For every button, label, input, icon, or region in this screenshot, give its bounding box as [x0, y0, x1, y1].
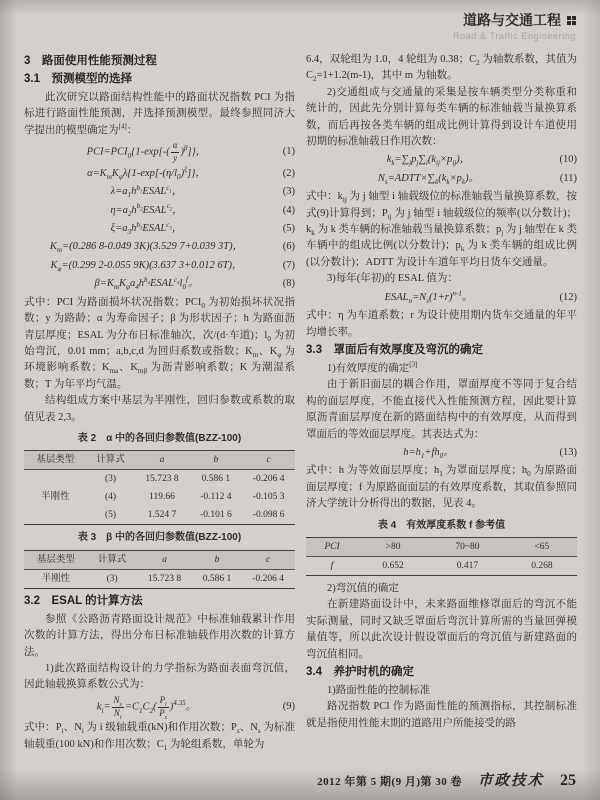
table-cell: -0.101 6	[200, 510, 232, 521]
control-standard-heading: 1)路面性能的控制标准	[327, 685, 431, 696]
page-footer	[317, 769, 576, 790]
table-2-caption: 表 2 α 中的各回归参数值(BZZ-100)	[77, 432, 242, 444]
column-header: 基层类型	[24, 451, 87, 470]
right-column	[306, 52, 577, 753]
column-header: 70~80	[428, 537, 507, 556]
equation-7	[24, 258, 295, 274]
section-title-row	[453, 10, 576, 30]
table-2	[24, 450, 295, 525]
equation-number: (3)	[282, 186, 295, 198]
equation-number: (7)	[282, 259, 295, 271]
equation-number: (11)	[559, 172, 577, 184]
issue-info: 2012 年第 5 期(9 月)第 30 卷	[317, 776, 462, 788]
table-cell: 0.652	[382, 560, 404, 571]
equation-5	[24, 221, 295, 237]
section-3-3-heading: 3.3 罩面后有效厚度及弯沉的确定	[306, 343, 483, 356]
equation-number: (12)	[559, 291, 577, 303]
equation-number: (5)	[282, 223, 295, 235]
table-row	[24, 470, 295, 489]
deflection-value-heading: 2)弯沉值的确定	[327, 582, 399, 594]
equation-number: (13)	[559, 446, 577, 458]
table-cell: 0.586 1	[202, 573, 232, 584]
column-header: a	[134, 451, 189, 470]
equation-body: $PCI=PCI_0\{1-\exp[-$( $\frac{\alpha}{y}$ )$^\beta$]}，	[86, 140, 207, 164]
table-4	[306, 537, 577, 576]
table-cell: 1.524 7	[147, 510, 177, 521]
deflection-assumption-paragraph: 在新建路面设计中，未来路面维修罩面后的弯沉不能实际测量，同时又缺乏罩面后弯沉计算所需的当量回弹模量值等，所以此次设计假设罩面后的弯沉值与新建路面的弯沉值相同。	[306, 599, 577, 660]
table-3	[24, 550, 295, 589]
table-cell: 0.268	[531, 560, 553, 571]
structure-paragraph: 结构组成方案中基层为半刚性，回归参数或系数的取值见表 2,3。	[24, 395, 295, 423]
column-header: a	[136, 550, 192, 569]
intro-paragraph: 此次研究以路面结构性能中的路面状况指数 PCI 为指标进行路面性能预测，并选择预测模型。最终参照同济大学提出的模型确定为[4]：	[24, 92, 295, 136]
column-header: 计算式	[87, 451, 135, 470]
equation-body: $K_m=(0.286$ 8-0.049 3K)(3.529 7+0.039 3T)，	[49, 241, 244, 255]
table-cell: (3)	[106, 573, 118, 584]
equation-8	[24, 276, 295, 292]
equation-body: $k_i=$ $\frac{N_s}{N_i}$ $=C_1C_2$( $\frac{P_i}{P_s}$ )$^{4.35}$。	[96, 694, 197, 721]
section-3-1-heading: 3.1 预测模型的选择	[24, 73, 132, 85]
column-header: PCI	[306, 537, 358, 556]
coupling-paragraph: 由于新旧面层的耦合作用，罩面厚度不等同于复合结构的面层厚度，不能直接代入性能预测方程，因此要计算原沥青面层厚度在新的路面结构中的有效厚度，从而得到罩面后的等效面层厚度。其表达式为：	[306, 379, 577, 440]
section-title-cn: 道路与交通工程	[463, 12, 561, 28]
equation-3	[24, 184, 295, 200]
left-column	[24, 52, 295, 753]
equation-number: (9)	[282, 700, 295, 712]
table-cell: -0.206 4	[252, 573, 284, 584]
equation-body: $ESAL_n=N_s(1+r)^{n-1}$。	[384, 289, 473, 305]
equation-4	[24, 203, 295, 219]
table-cell: -0.112 4	[200, 492, 232, 503]
where-paragraph-3: 式中：$k_{ij}$ 为 j 轴型 i 轴载级位的标准轴载当量换算系数，按式(9)计算得到；$P_{ij}$ 为 j 轴型 i 轴载级位的频率(以分数计)；$k_k$ 为 k 类车辆的标准轴载当量换算系数；$p_j$ 为 j 轴型在 k 类车辆中的组成比例(以分数计)；$p_k$ 为 k 类车辆的组成比例(以分数计)；ADTT 为设计车道年平均日货车交通量。	[306, 191, 578, 268]
column-header: c	[241, 550, 295, 569]
column-header: c	[242, 451, 295, 470]
where-paragraph-5: 式中：h 为等效面层厚度；$h_1$ 为罩面层厚度；$h_0$ 为原路面面层厚度；f 为原路面面层的有效厚度系数，其取值参照同济大学统计分析得出的数据，见表 4。	[306, 465, 578, 510]
equation-number: (2)	[282, 167, 295, 179]
table-cell: -0.206 4	[252, 474, 285, 485]
table-header-row	[24, 550, 295, 569]
equation-6	[24, 239, 295, 255]
equation-1	[24, 141, 295, 164]
equation-13	[306, 445, 577, 461]
table-cell: 0.586 1	[201, 474, 231, 485]
page-number: 25	[560, 772, 576, 789]
journal-name: 市政技术	[478, 773, 544, 789]
esal-method-paragraph: 参照《公路沥青路面设计规范》中标准轴载累计作用次数的计算方法，得出分布日标准轴载作用次数的计算方法。	[24, 613, 295, 658]
deflection-index-paragraph: 1)此次路面结构设计的力学指标为路面表面弯沉值，因此轴载换算系数公式为：	[24, 662, 295, 691]
equation-body: $N_s=ADTT\times\sum_k(k_k\times p_k)$。	[377, 172, 480, 186]
table-cell: -0.098 6	[252, 510, 285, 521]
effective-thickness-heading: 1)有效厚度的确定[3]	[327, 360, 418, 374]
yearly-esal-paragraph: 3)每年(年初)的 ESAL 值为：	[327, 273, 458, 285]
equation-10	[306, 152, 577, 168]
table-cell: 半刚性	[41, 492, 70, 503]
table-header-row	[24, 451, 295, 470]
column-header: 计算式	[88, 550, 137, 569]
table-cell: 119.66	[149, 492, 175, 503]
equation-body: $\beta=K_mK_\varphi a_4h^{b_4}ESAL^{c_4}l_0^f$。	[94, 275, 199, 292]
journal-section-header	[453, 10, 576, 41]
table-row	[306, 556, 577, 575]
equation-body: $\lambda=a_1h^{b_1}ESAL^{c_1}$，	[110, 183, 183, 200]
table-row	[24, 569, 295, 588]
equation-number: (1)	[282, 146, 295, 158]
column-header: >80	[358, 537, 428, 556]
equation-body: $\xi=a_3h^{b_3}ESAL^{c_3}$，	[110, 220, 183, 237]
table-cell: (4)	[104, 492, 117, 503]
table-cell: (3)	[104, 474, 117, 485]
section-title-en: Road & Traffic Engineering	[453, 31, 576, 41]
equation-body: $\alpha=K_mK_\varphi\lambda\{1-\exp[-(\eta/l_0)^\xi]\}$，	[87, 165, 206, 181]
equation-body: $k_k=\sum_jp_j\sum_i(k_{ij}\times p_{ij})$，	[386, 154, 471, 168]
section-3-heading: 3 路面使用性能预测过程	[24, 55, 157, 67]
section-3-4-heading: 3.4 养护时机的确定	[306, 666, 414, 678]
where-paragraph-4: 式中：η 为车道系数；r 为设计使用期内货车交通量的年平均增长率。	[306, 310, 577, 338]
where-paragraph-2: 式中：$P_i$、$N_i$ 为 i 级轴载重(kN)和作用次数；$P_s$、$N_s$ 为标准轴载重(100 kN)和作用次数；$C_1$ 为轮组系数，单轮为	[24, 722, 296, 752]
continued-paragraph: 6.4，双轮组为 1.0，4 轮组为 0.38；$C_2$ 为轴数系数，其值为 $C_2=1+1.2(m-1)$，其中 m 为轴数。	[306, 54, 577, 84]
equation-number: (6)	[282, 241, 295, 253]
equation-9	[24, 696, 295, 719]
equation-body: $K_\varphi=(0.299$ 2-0.055 9K)(3.637 3+0.012 6T)，	[50, 259, 243, 273]
equation-number: (8)	[282, 278, 295, 290]
table-cell: 0.417	[456, 560, 479, 571]
section-3-2-heading: 3.2 ESAL 的计算方法	[24, 594, 143, 607]
equation-2	[24, 166, 295, 182]
column-header: b	[193, 550, 242, 569]
pci-indicator-paragraph: 路况指数 PCI 作为路面性能的预测指标，其控制标准就是指使用性能末期的道路用户所能接受的路	[306, 701, 577, 729]
column-header: b	[190, 451, 243, 470]
equation-body: $\eta=a_2h^{b_2}ESAL^{c_2}$，	[110, 202, 183, 218]
equation-number: (10)	[559, 154, 577, 166]
column-header: <65	[507, 537, 577, 556]
where-paragraph-1: 式中：PCI 为路面损坏状况指数；$PCI_0$ 为初始损坏状况指数；y 为路龄；α 为寿命因子；β 为形状因子；h 为路面沥青层厚度；ESAL 为分布日标准轴次，次/(d·车道)；$l_0$ 为初始弯沉，0.01 mm；a,b,c,d 为回归系数或指数；$K_m$、$K_\varphi$ 为环境影响系数；$K_{ma}$、$K_{m\beta}$ 为沥青影响系数；K 为潮湿系数；T 为年平均气温。	[24, 296, 296, 390]
table-4-caption: 表 4 有效厚度系数 f 参考值	[377, 519, 506, 531]
table-cell: (5)	[104, 510, 117, 521]
table-cell: 15.723 8	[145, 474, 179, 485]
traffic-composition-paragraph: 2)交通组成与交通量的采集是按车辆类型分类称重和统计的，因此先分别计算每类车辆的标准轴载当量换算系数，而后再按各类车辆的组成比例计算得到设计车道使用初期的标准轴载日作用次数：	[306, 86, 577, 148]
squares-grid-icon	[567, 16, 576, 25]
equation-body: $h=h_1+fh_0$。	[403, 446, 454, 461]
table-cell: -0.105 3	[252, 492, 285, 503]
column-header: 基层类型	[24, 550, 88, 569]
table-cell: 半刚性	[41, 573, 71, 584]
equation-12	[306, 290, 577, 306]
table-3-caption: 表 3 β 中的各回归参数值(BZZ-100)	[77, 532, 242, 544]
table-cell: 15.723 8	[147, 573, 182, 584]
equation-number: (4)	[282, 204, 295, 216]
table-header-row	[306, 537, 577, 556]
equation-11	[306, 171, 577, 187]
table-cell: f	[330, 560, 334, 571]
